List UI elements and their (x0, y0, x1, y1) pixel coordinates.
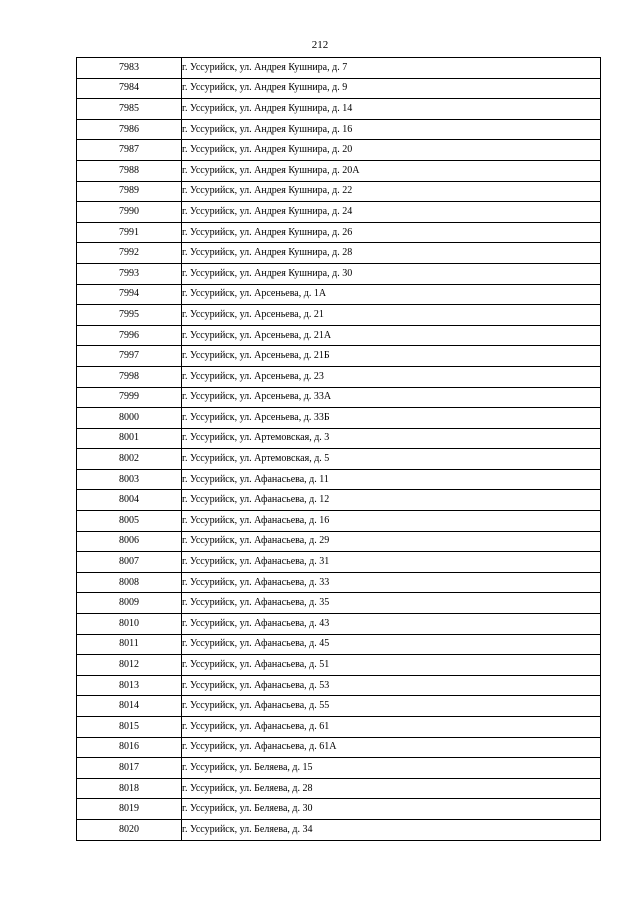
row-number-cell: 7989 (77, 181, 182, 202)
table-row (77, 614, 601, 635)
address-cell: г. Уссурийск, ул. Афанасьева, д. 51 (182, 655, 601, 676)
row-number-cell: 7994 (77, 284, 182, 305)
address-cell: г. Уссурийск, ул. Афанасьева, д. 61А (182, 737, 601, 758)
row-number-cell: 7986 (77, 119, 182, 140)
row-number-cell: 8019 (77, 799, 182, 820)
row-number-cell: 7997 (77, 346, 182, 367)
row-number-cell: 8004 (77, 490, 182, 511)
table-row (77, 284, 601, 305)
table-row (77, 758, 601, 779)
address-cell: г. Уссурийск, ул. Андрея Кушнира, д. 14 (182, 99, 601, 120)
row-number-cell: 8015 (77, 717, 182, 738)
row-number-cell: 8018 (77, 778, 182, 799)
row-number-cell: 7985 (77, 99, 182, 120)
table-row (77, 469, 601, 490)
table-row (77, 222, 601, 243)
address-cell: г. Уссурийск, ул. Андрея Кушнира, д. 9 (182, 78, 601, 99)
table-row (77, 696, 601, 717)
address-cell: г. Уссурийск, ул. Андрея Кушнира, д. 7 (182, 58, 601, 79)
row-number-cell: 7993 (77, 263, 182, 284)
table-row (77, 634, 601, 655)
row-number-cell: 7991 (77, 222, 182, 243)
row-number-cell: 7987 (77, 140, 182, 161)
row-number-cell: 8010 (77, 614, 182, 635)
table-row (77, 119, 601, 140)
table-row (77, 99, 601, 120)
address-cell: г. Уссурийск, ул. Арсеньева, д. 21 (182, 305, 601, 326)
table-row (77, 428, 601, 449)
table-row (77, 325, 601, 346)
row-number-cell: 8005 (77, 511, 182, 532)
table-row (77, 717, 601, 738)
address-cell: г. Уссурийск, ул. Андрея Кушнира, д. 20А (182, 160, 601, 181)
table-row (77, 243, 601, 264)
address-cell: г. Уссурийск, ул. Арсеньева, д. 21А (182, 325, 601, 346)
table-row (77, 263, 601, 284)
address-cell: г. Уссурийск, ул. Артемовская, д. 5 (182, 449, 601, 470)
table-row (77, 531, 601, 552)
row-number-cell: 7988 (77, 160, 182, 181)
row-number-cell: 8002 (77, 449, 182, 470)
row-number-cell: 7995 (77, 305, 182, 326)
table-row (77, 366, 601, 387)
address-cell: г. Уссурийск, ул. Афанасьева, д. 61 (182, 717, 601, 738)
row-number-cell: 7992 (77, 243, 182, 264)
row-number-cell: 8003 (77, 469, 182, 490)
address-cell: г. Уссурийск, ул. Арсеньева, д. 1А (182, 284, 601, 305)
row-number-cell: 8017 (77, 758, 182, 779)
address-table-body (77, 58, 601, 841)
row-number-cell: 8000 (77, 408, 182, 429)
table-row (77, 305, 601, 326)
table-row (77, 78, 601, 99)
row-number-cell: 7999 (77, 387, 182, 408)
row-number-cell: 8009 (77, 593, 182, 614)
table-row (77, 511, 601, 532)
address-cell: г. Уссурийск, ул. Афанасьева, д. 55 (182, 696, 601, 717)
address-cell: г. Уссурийск, ул. Арсеньева, д. 21Б (182, 346, 601, 367)
table-row (77, 593, 601, 614)
address-cell: г. Уссурийск, ул. Афанасьева, д. 53 (182, 675, 601, 696)
table-row (77, 58, 601, 79)
row-number-cell: 8011 (77, 634, 182, 655)
table-row (77, 819, 601, 840)
address-table (76, 57, 601, 841)
address-cell: г. Уссурийск, ул. Андрея Кушнира, д. 24 (182, 202, 601, 223)
table-row (77, 202, 601, 223)
address-cell: г. Уссурийск, ул. Афанасьева, д. 35 (182, 593, 601, 614)
address-cell: г. Уссурийск, ул. Андрея Кушнира, д. 30 (182, 263, 601, 284)
address-cell: г. Уссурийск, ул. Афанасьева, д. 33 (182, 572, 601, 593)
address-cell: г. Уссурийск, ул. Андрея Кушнира, д. 26 (182, 222, 601, 243)
address-cell: г. Уссурийск, ул. Афанасьева, д. 29 (182, 531, 601, 552)
table-row (77, 160, 601, 181)
address-cell: г. Уссурийск, ул. Андрея Кушнира, д. 22 (182, 181, 601, 202)
table-row (77, 552, 601, 573)
address-cell: г. Уссурийск, ул. Афанасьева, д. 11 (182, 469, 601, 490)
row-number-cell: 8014 (77, 696, 182, 717)
row-number-cell: 8012 (77, 655, 182, 676)
table-row (77, 572, 601, 593)
row-number-cell: 8007 (77, 552, 182, 573)
address-cell: г. Уссурийск, ул. Андрея Кушнира, д. 20 (182, 140, 601, 161)
address-cell: г. Уссурийск, ул. Афанасьева, д. 45 (182, 634, 601, 655)
page-number: 212 (311, 39, 329, 51)
address-cell: г. Уссурийск, ул. Арсеньева, д. 33А (182, 387, 601, 408)
row-number-cell: 8008 (77, 572, 182, 593)
table-row (77, 449, 601, 470)
table-row (77, 655, 601, 676)
row-number-cell: 7983 (77, 58, 182, 79)
address-cell: г. Уссурийск, ул. Афанасьева, д. 12 (182, 490, 601, 511)
address-cell: г. Уссурийск, ул. Арсеньева, д. 33Б (182, 408, 601, 429)
address-cell: г. Уссурийск, ул. Беляева, д. 15 (182, 758, 601, 779)
row-number-cell: 7990 (77, 202, 182, 223)
table-row (77, 408, 601, 429)
table-row (77, 140, 601, 161)
address-cell: г. Уссурийск, ул. Андрея Кушнира, д. 28 (182, 243, 601, 264)
address-cell: г. Уссурийск, ул. Афанасьева, д. 31 (182, 552, 601, 573)
row-number-cell: 7998 (77, 366, 182, 387)
table-row (77, 490, 601, 511)
table-row (77, 181, 601, 202)
row-number-cell: 8020 (77, 819, 182, 840)
address-cell: г. Уссурийск, ул. Беляева, д. 30 (182, 799, 601, 820)
address-cell: г. Уссурийск, ул. Арсеньева, д. 23 (182, 366, 601, 387)
row-number-cell: 8001 (77, 428, 182, 449)
table-row (77, 799, 601, 820)
row-number-cell: 7984 (77, 78, 182, 99)
table-row (77, 346, 601, 367)
row-number-cell: 8013 (77, 675, 182, 696)
address-cell: г. Уссурийск, ул. Артемовская, д. 3 (182, 428, 601, 449)
address-cell: г. Уссурийск, ул. Беляева, д. 34 (182, 819, 601, 840)
address-cell: г. Уссурийск, ул. Беляева, д. 28 (182, 778, 601, 799)
row-number-cell: 8016 (77, 737, 182, 758)
table-row (77, 778, 601, 799)
address-cell: г. Уссурийск, ул. Андрея Кушнира, д. 16 (182, 119, 601, 140)
row-number-cell: 7996 (77, 325, 182, 346)
table-row (77, 737, 601, 758)
table-row (77, 387, 601, 408)
row-number-cell: 8006 (77, 531, 182, 552)
address-cell: г. Уссурийск, ул. Афанасьева, д. 43 (182, 614, 601, 635)
table-row (77, 675, 601, 696)
address-cell: г. Уссурийск, ул. Афанасьева, д. 16 (182, 511, 601, 532)
